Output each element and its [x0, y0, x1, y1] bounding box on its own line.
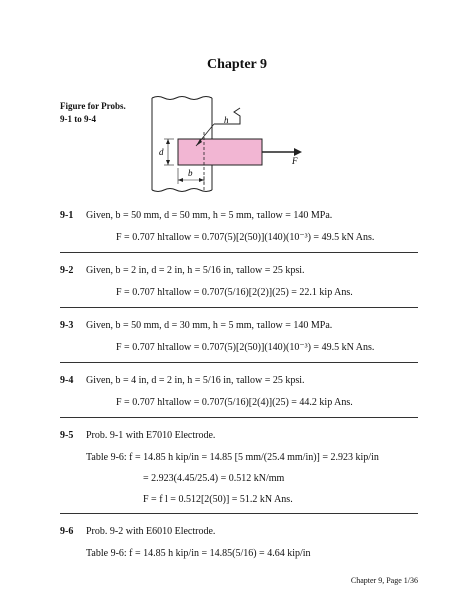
problem-number: 9-2: [60, 265, 74, 276]
page-footer: Chapter 9, Page 1/36: [350, 576, 418, 585]
unit-conversion: = 2.923(4.45/25.4) = 0.512 kN/mm: [143, 473, 285, 484]
divider: [60, 307, 418, 308]
label-d: d: [159, 147, 164, 157]
problem-statement: Prob. 9-2 with E6010 Electrode.: [86, 526, 216, 537]
divider: [60, 252, 418, 253]
problem-solution: F = 0.707 hlτallow = 0.707(5)[2(50)](140)(10⁻³) = 49.5 kN Ans.: [116, 232, 375, 243]
force-arrow: [294, 148, 302, 156]
divider: [60, 513, 418, 514]
problem-solution: F = 0.707 hlτallow = 0.707(5/16)[2(4)](25) = 44.2 kip Ans.: [116, 397, 353, 408]
problem-solution: F = f l = 0.512[2(50)] = 51.2 kN Ans.: [143, 494, 293, 505]
problem-given: Given, b = 50 mm, d = 50 mm, h = 5 mm, τallow = 140 MPa.: [86, 210, 333, 221]
page-title: Chapter 9: [206, 57, 268, 72]
table-lookup: Table 9-6: f = 14.85 h kip/in = 14.85 [5 mm/(25.4 mm/in)] = 2.923 kip/in: [86, 452, 379, 463]
divider: [60, 417, 418, 418]
label-b: b: [188, 168, 193, 178]
weld-figure: [140, 92, 310, 196]
plate-broken-edge: [152, 97, 212, 100]
label-h: h: [224, 115, 229, 125]
problem-number: 9-4: [60, 375, 74, 386]
problem-number: 9-5: [60, 430, 74, 441]
label-F: F: [292, 156, 298, 166]
problem-number: 9-6: [60, 526, 74, 537]
problem-given: Given, b = 4 in, d = 2 in, h = 5/16 in, τallow = 25 kpsi.: [86, 375, 305, 386]
problem-given: Given, b = 2 in, d = 2 in, h = 5/16 in, τallow = 25 kpsi.: [86, 265, 305, 276]
divider: [60, 362, 418, 363]
problem-solution: F = 0.707 hlτallow = 0.707(5/16)[2(2)](25) = 22.1 kip Ans.: [116, 287, 353, 298]
figure-caption: Figure for Probs. 9-1 to 9-4: [60, 101, 126, 124]
problem-given: Given, b = 50 mm, d = 30 mm, h = 5 mm, τallow = 140 MPa.: [86, 320, 333, 331]
problem-number: 9-3: [60, 320, 74, 331]
problem-solution: F = 0.707 hlτallow = 0.707(5)[2(50)](140)(10⁻³) = 49.5 kN Ans.: [116, 342, 375, 353]
problem-statement: Prob. 9-1 with E7010 Electrode.: [86, 430, 216, 441]
problem-number: 9-1: [60, 210, 74, 221]
table-lookup: Table 9-6: f = 14.85 h kip/in = 14.85(5/16) = 4.64 kip/in: [86, 548, 311, 559]
welded-bar: [178, 139, 262, 165]
